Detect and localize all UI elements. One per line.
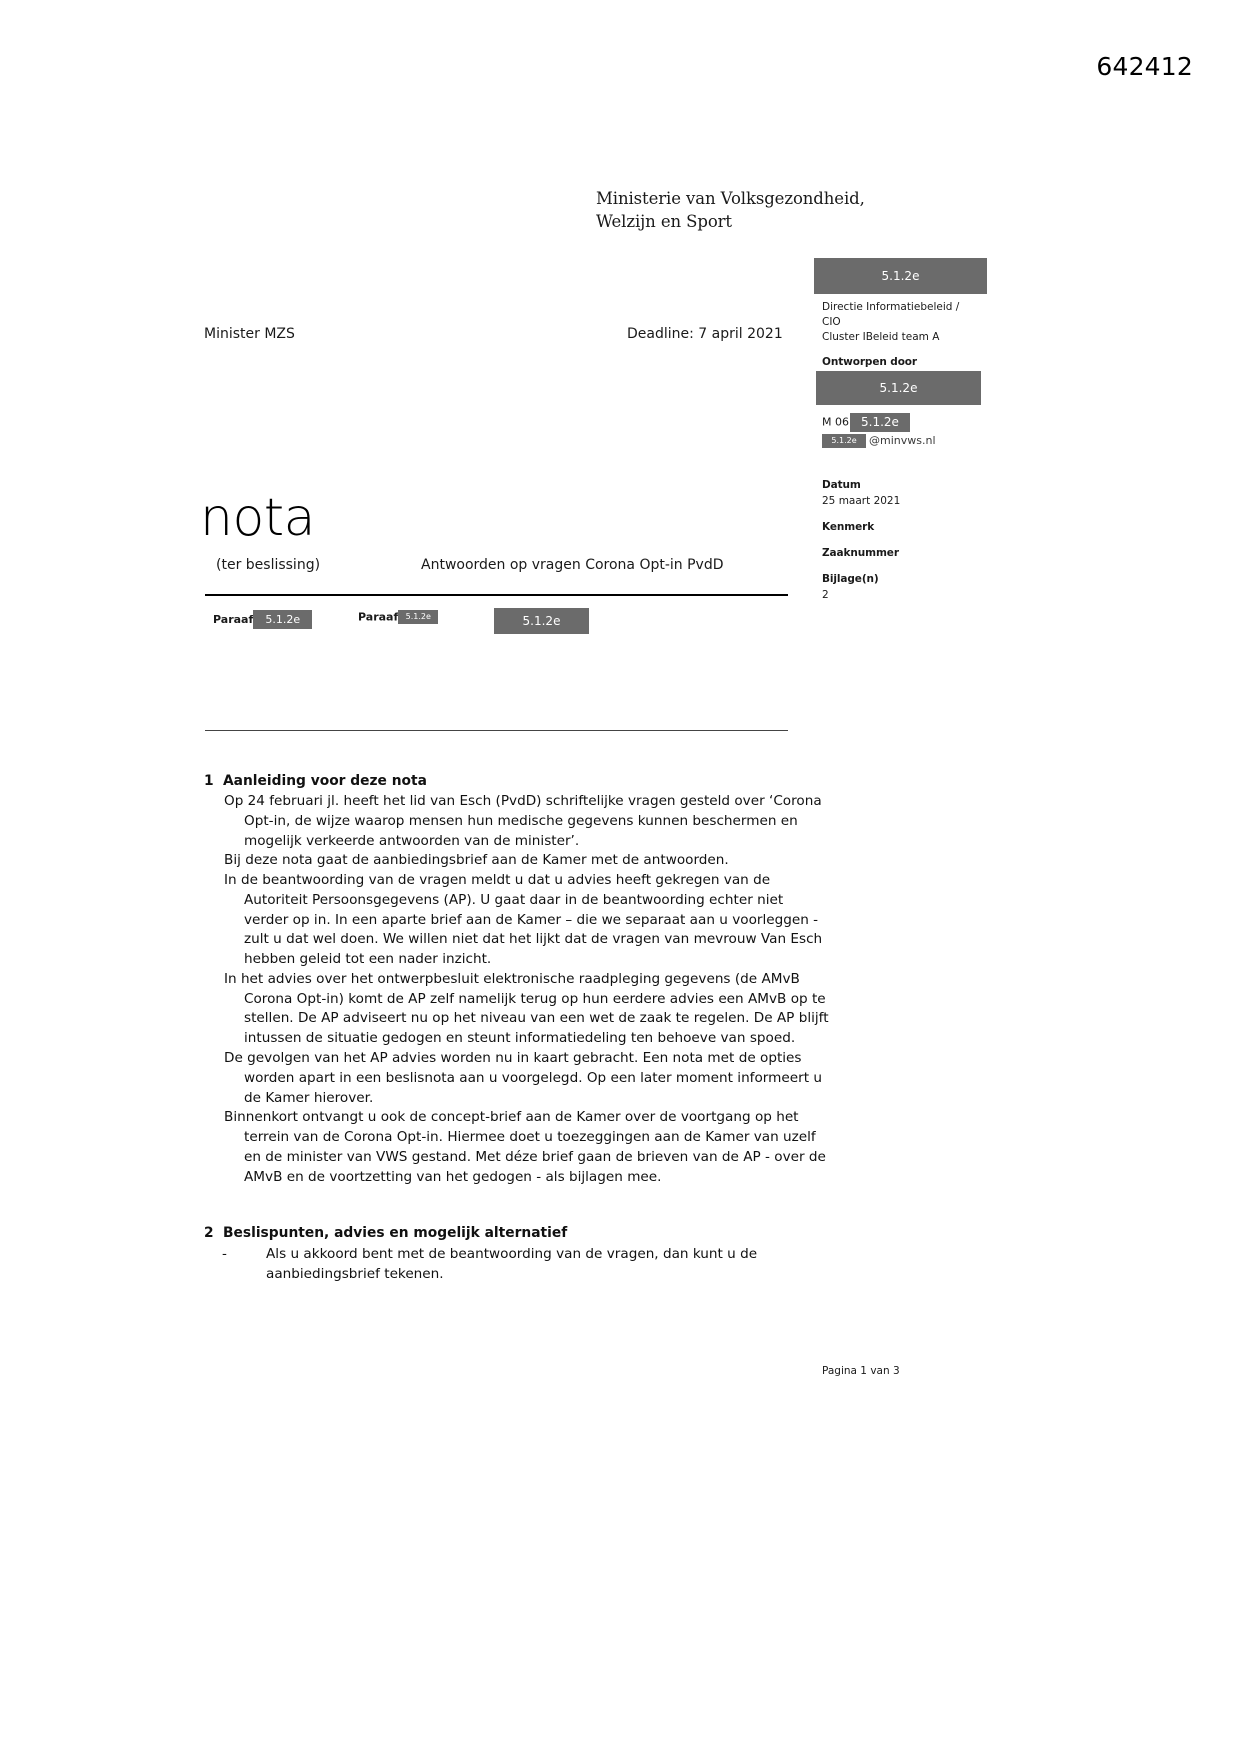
reference-label: Kenmerk [822,520,875,533]
section-number-1: 1 [204,773,214,789]
attachments-label: Bijlage(n) [822,572,879,585]
paragraph: Op 24 februari jl. heeft het lid van Esch (PvdD) schriftelijke vragen gesteld over ‘Corona Opt-in, de wijze waarop mensen hun medische gegevens kunnen beschermen en mogelijk verkeerde antwoorden van de minister’. [224,793,822,849]
case-number-label: Zaaknummer [822,546,899,559]
addressee: Minister MZS [204,326,295,342]
list-item [204,1245,829,1285]
divider-top [205,594,788,596]
paraaf-group-1 [213,610,312,629]
nota-topic: Antwoorden op vragen Corona Opt-in PvdD [421,557,724,573]
paraaf-label-1: Paraaf [213,613,254,626]
department-line-2: CIO [822,316,841,329]
ministry-wordmark [596,188,865,234]
date-value: 25 maart 2021 [822,495,901,508]
paragraph: In de beantwoording van de vragen meldt u dat u advies heeft gekregen van de Autoriteit Persoonsgegevens (AP). U gaat daar in de beantwoording echter niet verder op in. In een aparte brief aan de Kamer – die we separaat aan u voorleggen - zult u dat wel doen. We willen niet dat het lijkt dat de vragen van mevrouw Van Esch hebben geleid tot een nader inzicht. [224,872,823,968]
department-block [822,300,1022,346]
section-number-2: 2 [204,1225,214,1242]
page-footer: Pagina 1 van 3 [822,1365,900,1377]
paragraph: De gevolgen van het AP advies worden nu in kaart gebracht. Een nota met de opties worden apart in een beslisnota aan u voorgelegd. Op een later moment informeert u de Kamer hierover. [224,1050,822,1106]
redaction-box-paraaf-2: 5.1.2e [398,610,438,624]
paragraph: Bij deze nota gaat de aanbiedingsbrief aan de Kamer met de antwoorden. [224,852,729,869]
document-number: 642412 [1096,52,1193,81]
redaction-box-paraaf-3: 5.1.2e [494,608,589,634]
paraaf-group-2 [358,610,438,624]
nota-kind: (ter beslissing) [216,557,321,573]
date-label: Datum [822,479,861,492]
bullet-marker: - [222,1246,227,1263]
deadline: Deadline: 7 april 2021 [627,326,783,342]
paraaf-label-2: Paraaf [358,610,399,624]
ministry-line-1: Ministerie van Volksgezondheid, [596,189,865,208]
paraaf-row [213,610,813,640]
redaction-box-email-user: 5.1.2e [822,434,866,448]
paragraph: Binnenkort ontvangt u ook de concept-brief aan de Kamer over de voortgang op het terrein van de Corona Opt-in. Hiermee doet u toezeggingen aan de Kamer van uzelf en de minister van VWS gestand. Met déze brief gaan de brieven van de AP - over de AMvB en de voortzetting van het gedogen - als bijlagen mee. [224,1109,826,1185]
department-line-3: Cluster IBeleid team A [822,331,940,344]
beslispunten-list [204,1245,829,1285]
section-heading-2 [204,1223,829,1243]
phone-line [822,413,1022,432]
redaction-box-paraaf-1: 5.1.2e [253,610,312,629]
document-body [204,771,829,1285]
attachments-value: 2 [822,588,829,601]
section-title-2: Beslispunten, advies en mogelijk alternatief [223,1225,568,1242]
section-title-1: Aanleiding voor deze nota [223,773,427,789]
redaction-box-phone: 5.1.2e [850,413,910,432]
authored-by-label: Ontworpen door [822,355,918,368]
redaction-box-author: 5.1.2e [816,371,981,405]
department-line-1: Directie Informatiebeleid / [822,301,960,313]
phone-prefix: M 06 [822,415,849,429]
divider-body [205,730,788,731]
list-item-text: Als u akkoord bent met de beantwoording van de vragen, dan kunt u de aanbiedingsbrief tekenen. [266,1246,758,1283]
metadata-sidebar [822,258,1022,603]
paragraph: In het advies over het ontwerpbesluit elektronische raadpleging gegevens (de AMvB Corona Opt-in) komt de AP zelf namelijk terug op hun eerdere advies een AMvB op te stellen. De AP adviseert nu op het niveau van een wet de zaak te regelen. De AP blijft intussen de situatie gedogen en steunt informatiedeling ten behoeve van spoed. [224,970,829,1047]
redaction-box-sender: 5.1.2e [814,258,987,294]
ministry-line-2: Welzijn en Sport [596,211,732,231]
email-line [822,433,1022,449]
section-heading-1 [204,771,829,791]
email-domain: @minvws.nl [869,433,936,447]
page-title: nota [200,488,316,548]
